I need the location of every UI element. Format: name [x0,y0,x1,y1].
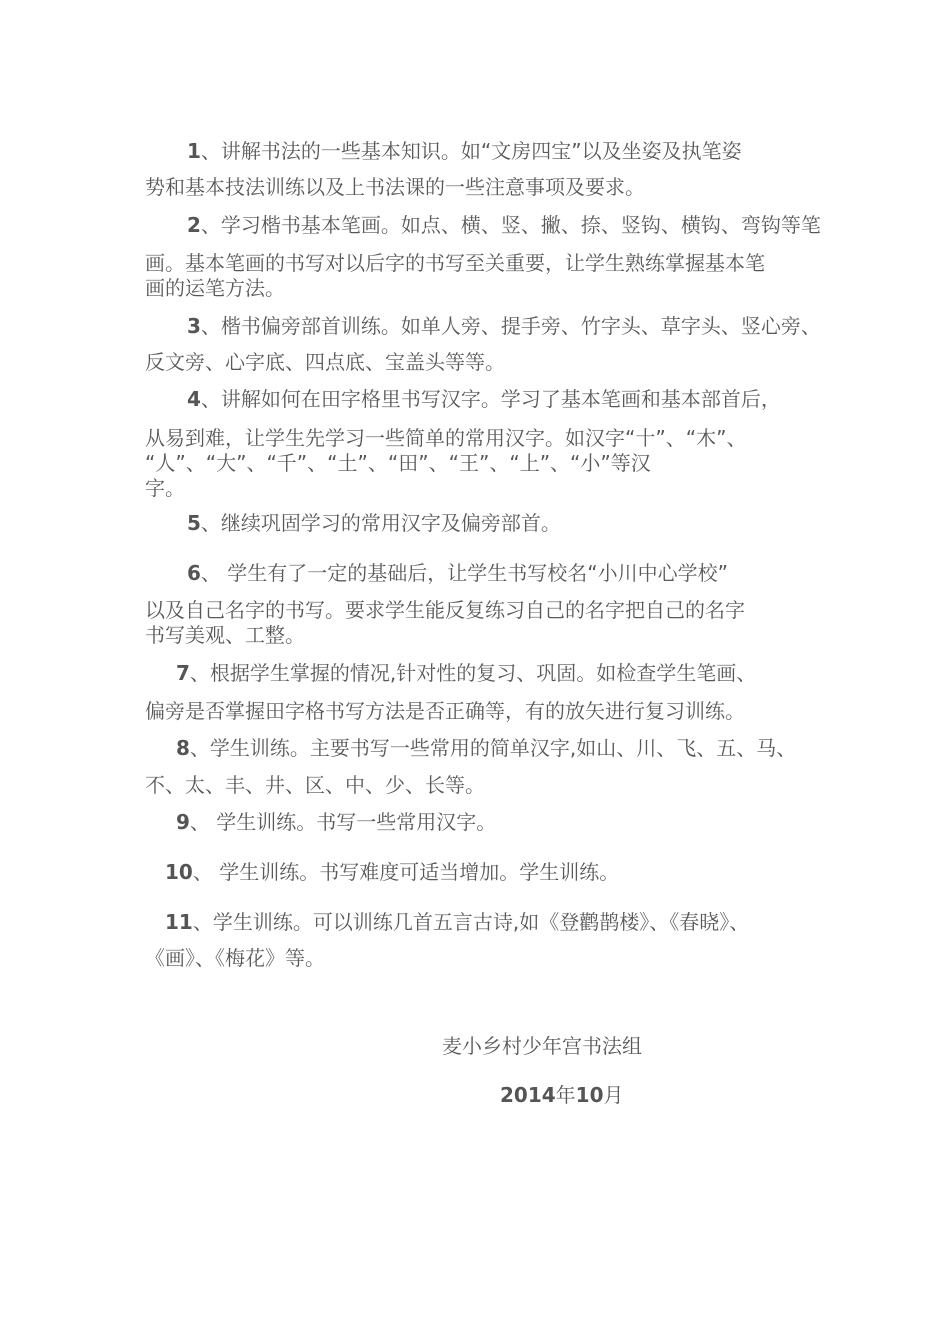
item-number: 11 [165,910,193,934]
item-number: 3 [187,314,201,338]
item-2-line-2: 画。基本笔画的书写对以后字的书写至关重要，让学生熟练掌握基本笔 [145,251,765,275]
item-7-line-2: 偏旁是否掌握田字格书写方法是否正确等，有的放矢进行复习训练。 [145,699,745,723]
item-10-line-1 [165,860,619,884]
item-text: 、讲解如何在田字格里书写汉字。学习了基本笔画和基本部首后， [200,387,781,411]
item-number: 9 [176,810,190,834]
item-text: 、 学生训练。书写一些常用汉字。 [189,810,497,834]
item-8-line-1 [176,736,796,760]
item-4-line-2: 从易到难，让学生先学习一些简单的常用汉字。如汉字“十”、“木”、 [145,426,747,450]
item-number: 5 [187,511,201,535]
item-number: 7 [176,661,190,685]
item-number: 1 [187,139,201,163]
item-number: 8 [176,736,190,760]
item-1-line-1 [187,139,742,163]
signature-year-unit: 年 [555,1083,576,1107]
item-4-line-3: “人”、“大”、“千”、“土”、“田”、“王”、“上”、“小”等汉 [145,451,651,475]
signature-date [500,1083,624,1107]
item-text: 、楷书偏旁部首训练。如单人旁、提手旁、竹字头、草字头、竖心旁、 [200,314,821,338]
item-6-line-2: 以及自己名字的书写。要求学生能反复练习自己的名字把自己的名字 [145,598,745,622]
item-text: 、根据学生掌握的情况,针对性的复习、巩固。如检查学生笔画、 [189,661,757,685]
item-11-line-2: 《画》、《梅花》等。 [145,946,325,970]
item-5-line-1 [187,511,561,535]
item-text: 、学生训练。主要书写一些常用的简单汉字,如山、川、飞、五、马、 [189,736,797,760]
item-number: 10 [165,860,193,884]
item-3-line-2: 反文旁、心字底、四点底、宝盖头等等。 [145,350,505,374]
item-text: 、学习楷书基本笔画。如点、横、竖、撇、捺、竖钩、横钩、弯钩等笔 [200,213,821,237]
signature-year: 2014 [500,1083,556,1107]
item-text: 、学生训练。可以训练几首五言古诗,如《登鹳鹊楼》、《春晓》、 [192,910,750,934]
item-number: 6 [187,561,201,585]
signature-month: 10 [575,1083,604,1107]
item-6-line-1 [187,561,728,585]
item-text: 、 学生训练。书写难度可适当增加。学生训练。 [192,860,620,884]
item-number: 2 [187,213,201,237]
item-text: 、 学生有了一定的基础后，让学生书写校名“小川中心学校” [200,561,729,585]
item-4-line-1 [187,387,781,411]
signature-month-unit: 月 [603,1083,624,1107]
item-6-line-3: 书写美观、工整。 [145,623,305,647]
item-7-line-1 [176,661,756,685]
item-2-line-3: 画的运笔方法。 [145,276,285,300]
item-3-line-1 [187,314,821,338]
item-1-line-2: 势和基本技法训练以及上书法课的一些注意事项及要求。 [145,175,645,199]
item-2-line-1 [187,213,821,237]
item-text: 、继续巩固学习的常用汉字及偏旁部首。 [200,511,561,535]
item-11-line-1 [165,910,749,934]
item-9-line-1 [176,810,496,834]
signature-organization: 麦小乡村少年宫书法组 [442,1034,642,1058]
item-number: 4 [187,387,201,411]
item-text: 、讲解书法的一些基本知识。如“文房四宝”以及坐姿及执笔姿 [200,139,742,163]
item-4-line-4: 字。 [145,476,185,500]
item-8-line-2: 不、太、丰、井、区、中、少、长等。 [145,773,485,797]
